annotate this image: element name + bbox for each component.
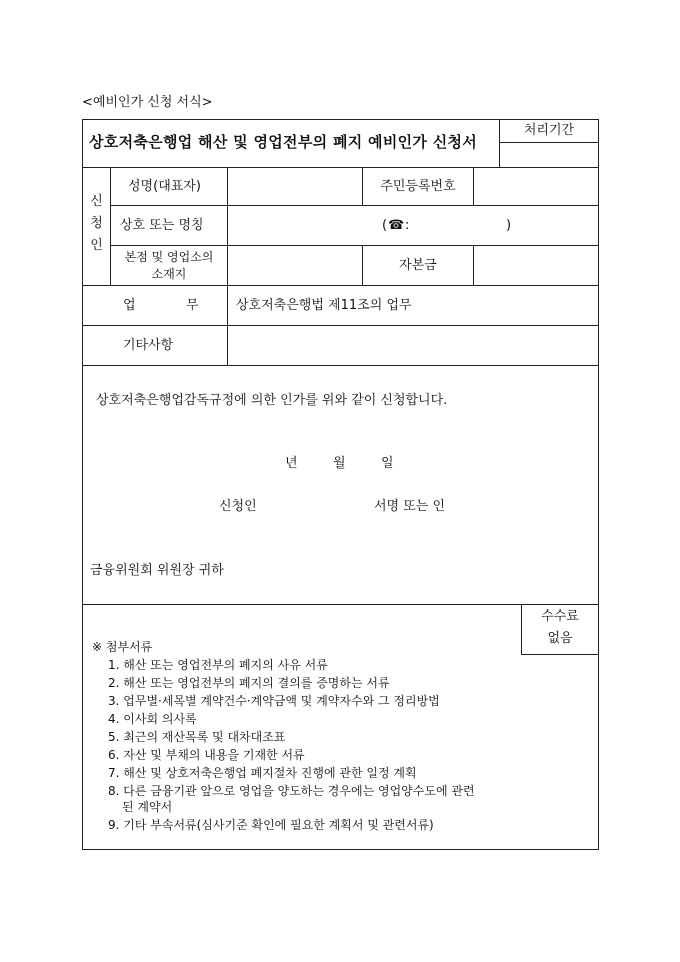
attachment-item: 8. 다른 금융기관 앞으로 영업을 양도하는 경우에는 영업양수도에 관련 xyxy=(108,784,475,798)
applicant-label-char-1: 신 xyxy=(90,194,103,209)
applicant-label-char-3: 인 xyxy=(90,238,103,253)
phone-open-paren: ( xyxy=(382,218,388,233)
addressee: 금융위원회 위원장 귀하 xyxy=(90,563,224,578)
business-field[interactable]: 상호저축은행법 제11조의 업무 xyxy=(236,298,412,313)
form-title: 상호저축은행업 해산 및 영업전부의 폐지 예비인가 신청서 xyxy=(89,133,478,151)
attachment-item: 2. 해산 또는 영업전부의 폐지의 결의를 증명하는 서류 xyxy=(108,676,390,690)
application-statement: 상호저축은행업감독규정에 의한 인가를 위와 같이 신청합니다. xyxy=(96,393,448,408)
other-matters-label: 기타사항 xyxy=(123,338,174,353)
attachment-item: 6. 자산 및 부채의 내용을 기재한 서류 xyxy=(108,748,305,762)
attachment-item: 3. 업무별·세목별 계약건수·계약금액 및 계약자수와 그 정리방법 xyxy=(108,694,440,708)
address-label-line-1: 본점 및 영업소의 xyxy=(124,250,214,264)
fee-value: 없음 xyxy=(547,631,573,646)
phone-colon: : xyxy=(405,218,410,233)
applicant-label-char-2: 청 xyxy=(90,216,103,231)
business-label-part-2: 무 xyxy=(186,298,199,313)
attachment-item: 9. 기타 부속서류(심사기준 확인에 필요한 계획서 및 관련서류) xyxy=(108,818,434,832)
resident-number-label: 주민등록번호 xyxy=(380,179,456,194)
applicant-signature-label: 신청인 xyxy=(219,499,257,514)
page-heading: <예비인가 신청 서식> xyxy=(82,95,213,110)
attachment-item-continuation: 된 계약서 xyxy=(122,800,173,814)
attachment-item: 4. 이사회 의사록 xyxy=(108,712,197,726)
phone-close-paren: ) xyxy=(506,218,512,233)
business-label-part-1: 업 xyxy=(123,298,136,313)
date-year-label: 년 xyxy=(285,456,298,471)
signature-or-seal-label: 서명 또는 인 xyxy=(374,499,446,514)
capital-label: 자본금 xyxy=(399,258,437,273)
trade-name-label: 상호 또는 명칭 xyxy=(120,218,204,233)
attachment-item: 7. 해산 및 상호저축은행업 폐지절차 진행에 관한 일정 계획 xyxy=(108,766,417,780)
date-day-label: 일 xyxy=(381,456,394,471)
attachment-item: 5. 최근의 재산목록 및 대차대조표 xyxy=(108,730,286,744)
fee-label: 수수료 xyxy=(541,609,579,624)
attachment-item: 1. 해산 또는 영업전부의 폐지의 사유 서류 xyxy=(108,658,328,672)
name-label: 성명(대표자) xyxy=(128,179,201,194)
attachments-title: ※ 첨부서류 xyxy=(92,640,153,654)
address-label-line-2: 소재지 xyxy=(151,267,187,281)
processing-period-label: 처리기간 xyxy=(523,123,575,138)
phone-icon: ☎ xyxy=(388,218,405,233)
date-month-label: 월 xyxy=(333,456,346,471)
